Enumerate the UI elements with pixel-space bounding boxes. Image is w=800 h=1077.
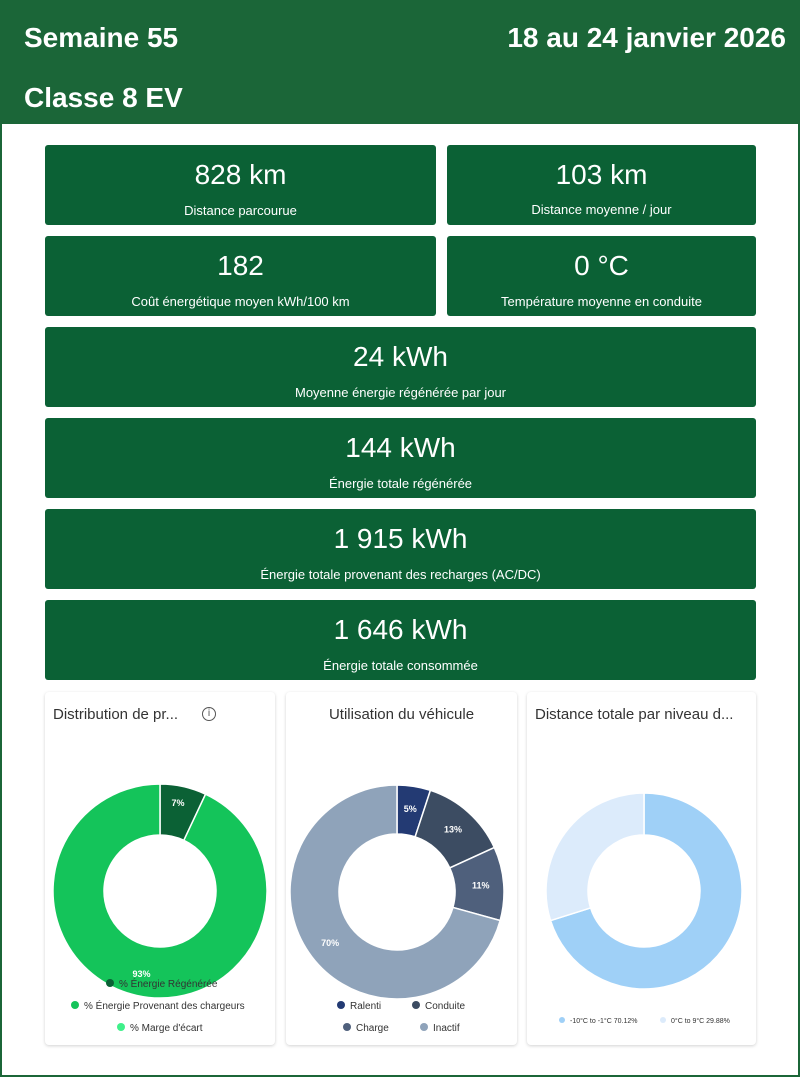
chart-legend <box>45 974 275 1044</box>
kpi-energy-cost-value: 182 <box>217 250 264 281</box>
kpi-avg-distance-value: 103 km <box>555 159 648 190</box>
kpi-distance-value: 828 km <box>194 159 287 190</box>
report-header <box>0 0 800 124</box>
kpi-charged-total-label: Énergie totale provenant des recharges (AC/DC) <box>260 567 541 582</box>
kpi-regen-total-label: Énergie totale régénérée <box>328 476 473 491</box>
legend-item[interactable] <box>337 1001 381 1012</box>
legend-dot <box>337 1001 345 1009</box>
vehicle-class: Classe 8 EV <box>24 82 183 113</box>
legend-label: Ralenti <box>350 1001 382 1012</box>
energy-distribution-donut <box>45 732 275 979</box>
legend-item[interactable] <box>117 1023 203 1034</box>
chart-title: Distribution de pr... <box>53 706 179 723</box>
kpi-distance <box>45 145 436 225</box>
legend-label: % Énergie Régénérée <box>119 979 218 990</box>
vehicle-usage-chart <box>286 692 517 1045</box>
distance-by-temp-chart <box>527 692 756 1045</box>
legend-item[interactable] <box>420 1023 460 1034</box>
legend-dot <box>660 1017 666 1023</box>
kpi-regen-per-day <box>45 327 756 407</box>
kpi-regen-total-value: 144 kWh <box>345 432 456 463</box>
kpi-distance-label: Distance parcourue <box>184 203 297 218</box>
kpi-charged-total-value: 1 915 kWh <box>333 523 468 554</box>
kpi-avg-temp <box>447 236 756 316</box>
date-range: 18 au 24 janvier 2026 <box>507 22 786 53</box>
info-icon[interactable]: i <box>202 707 216 721</box>
legend-dot <box>343 1023 351 1031</box>
legend-item[interactable] <box>660 1018 730 1025</box>
legend-item[interactable] <box>412 1001 465 1012</box>
legend-label: Conduite <box>425 1001 466 1012</box>
legend-label: % Marge d'écart <box>130 1023 203 1034</box>
legend-dot <box>420 1023 428 1031</box>
chart-legend <box>527 1014 756 1034</box>
legend-label: 0°C to 9°C 29.88% <box>671 1018 730 1025</box>
kpi-consumed-total-value: 1 646 kWh <box>333 614 468 645</box>
legend-label: Inactif <box>433 1023 460 1034</box>
legend-item[interactable] <box>559 1018 637 1025</box>
kpi-consumed-total <box>45 600 756 680</box>
legend-item[interactable] <box>343 1023 389 1034</box>
data-label: 7% <box>171 798 185 808</box>
legend-dot <box>117 1023 125 1031</box>
donut-slice[interactable] <box>546 793 644 921</box>
kpi-energy-cost <box>45 236 436 316</box>
energy-distribution-chart <box>45 692 275 1045</box>
data-label: 93% <box>132 968 151 979</box>
kpi-avg-distance-label: Distance moyenne / jour <box>531 202 672 217</box>
legend-dot <box>559 1017 565 1023</box>
kpi-regen-total <box>45 418 756 498</box>
legend-label: -10°C to -1°C 70.12% <box>570 1018 638 1025</box>
chart-title: Distance totale par niveau d... <box>535 706 734 723</box>
legend-item[interactable] <box>106 979 217 990</box>
legend-label: Charge <box>356 1023 389 1034</box>
legend-dot <box>106 979 114 987</box>
chart-legend <box>286 996 517 1044</box>
data-label: 70% <box>321 937 340 948</box>
kpi-energy-cost-label: Coût énergétique moyen kWh/100 km <box>131 294 350 309</box>
legend-dot <box>71 1001 79 1009</box>
week-label: Semaine 55 <box>24 22 179 53</box>
legend-label: % Énergie Provenant des chargeurs <box>84 1001 245 1012</box>
kpi-avg-temp-label: Température moyenne en conduite <box>501 294 702 309</box>
chart-title: Utilisation du véhicule <box>328 706 475 723</box>
data-label: 13% <box>444 824 463 835</box>
kpi-regen-per-day-label: Moyenne énergie régénérée par jour <box>294 385 507 400</box>
report-panel <box>2 124 798 1075</box>
legend-item[interactable] <box>71 1001 245 1012</box>
kpi-consumed-total-label: Énergie totale consommée <box>323 658 478 673</box>
data-label: 11% <box>471 880 490 891</box>
data-label: 5% <box>403 804 417 815</box>
vehicle-usage-donut <box>286 732 517 972</box>
kpi-regen-per-day-value: 24 kWh <box>353 341 448 372</box>
kpi-avg-distance <box>447 145 756 225</box>
kpi-charged-total <box>45 509 756 589</box>
distance-by-temp-donut <box>527 732 756 972</box>
donut-slice[interactable] <box>53 784 267 998</box>
kpi-avg-temp-value: 0 °C <box>574 250 629 281</box>
legend-dot <box>412 1001 420 1009</box>
